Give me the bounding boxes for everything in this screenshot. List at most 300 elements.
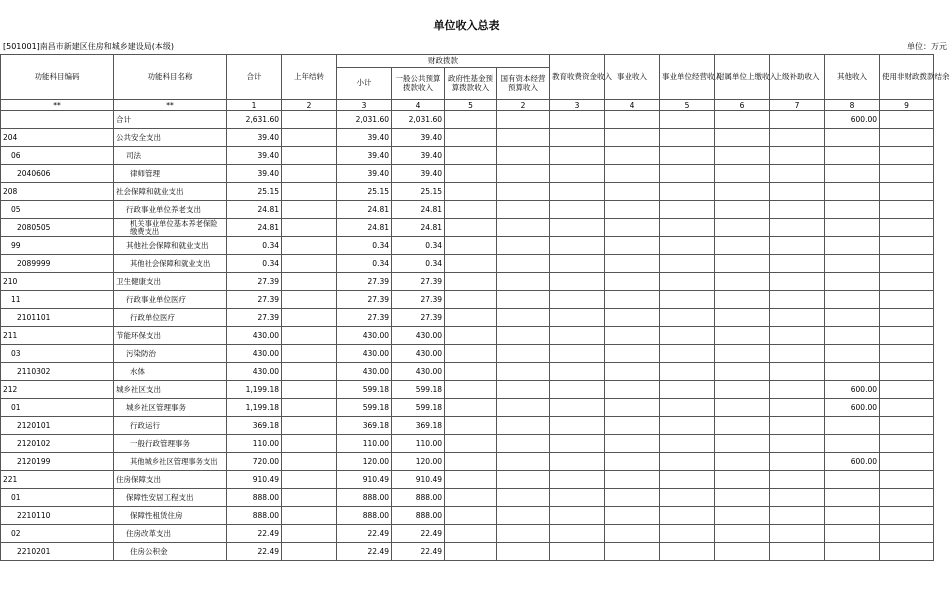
table-row xyxy=(1,435,934,453)
value-cell xyxy=(715,219,770,237)
value-cell xyxy=(770,273,825,291)
index-cell: 3 xyxy=(337,100,392,111)
name-cell: 行政事业单位养老支出 xyxy=(114,201,227,219)
name-cell: 保障性安居工程支出 xyxy=(114,489,227,507)
value-cell xyxy=(282,219,337,237)
value-cell xyxy=(282,309,337,327)
value-cell xyxy=(605,237,660,255)
value-cell xyxy=(550,327,605,345)
value-cell: 720.00 xyxy=(227,453,282,471)
value-cell xyxy=(605,183,660,201)
value-cell xyxy=(770,381,825,399)
table-row xyxy=(1,399,934,417)
value-cell: 888.00 xyxy=(337,489,392,507)
table-row xyxy=(1,129,934,147)
value-cell xyxy=(282,291,337,309)
value-cell xyxy=(660,417,715,435)
name-cell: 一般行政管理事务 xyxy=(114,435,227,453)
name-cell: 其他社会保障和就业支出 xyxy=(114,255,227,273)
value-cell: 39.40 xyxy=(227,165,282,183)
table-row xyxy=(1,453,934,471)
value-cell: 27.39 xyxy=(337,291,392,309)
value-cell xyxy=(715,237,770,255)
value-cell xyxy=(605,453,660,471)
value-cell xyxy=(605,399,660,417)
name-cell: 社会保障和就业支出 xyxy=(114,183,227,201)
value-cell xyxy=(282,471,337,489)
income-summary-table xyxy=(0,54,950,561)
index-cell: 4 xyxy=(392,100,445,111)
value-cell xyxy=(880,417,934,435)
value-cell xyxy=(825,543,880,561)
header-subtotal: 小计 xyxy=(337,68,392,100)
value-cell: 27.39 xyxy=(392,273,445,291)
value-cell: 0.34 xyxy=(227,255,282,273)
value-cell xyxy=(660,453,715,471)
value-cell xyxy=(445,183,497,201)
value-cell xyxy=(770,363,825,381)
value-cell xyxy=(605,219,660,237)
value-cell xyxy=(282,165,337,183)
value-cell xyxy=(660,525,715,543)
value-cell: 39.40 xyxy=(392,129,445,147)
value-cell: 120.00 xyxy=(337,453,392,471)
value-cell: 0.34 xyxy=(227,237,282,255)
value-cell: 27.39 xyxy=(227,309,282,327)
value-cell xyxy=(550,471,605,489)
value-cell xyxy=(825,471,880,489)
value-cell xyxy=(770,129,825,147)
table-row xyxy=(1,381,934,399)
value-cell xyxy=(770,201,825,219)
index-cell: 5 xyxy=(660,100,715,111)
value-cell xyxy=(825,435,880,453)
name-cell: 其他城乡社区管理事务支出 xyxy=(114,453,227,471)
value-cell xyxy=(605,417,660,435)
value-cell xyxy=(825,201,880,219)
value-cell xyxy=(605,507,660,525)
value-cell xyxy=(660,399,715,417)
value-cell: 600.00 xyxy=(825,381,880,399)
value-cell xyxy=(770,471,825,489)
value-cell xyxy=(880,327,934,345)
value-cell xyxy=(660,183,715,201)
value-cell xyxy=(715,201,770,219)
table-row xyxy=(1,201,934,219)
index-cell: 9 xyxy=(880,100,934,111)
value-cell xyxy=(715,525,770,543)
header-edu-fee: 教育收费资金收入 xyxy=(550,55,605,100)
value-cell xyxy=(825,309,880,327)
value-cell xyxy=(445,453,497,471)
value-cell xyxy=(605,381,660,399)
value-cell xyxy=(770,399,825,417)
value-cell xyxy=(605,435,660,453)
value-cell xyxy=(770,453,825,471)
value-cell xyxy=(880,471,934,489)
value-cell xyxy=(605,255,660,273)
value-cell xyxy=(715,453,770,471)
table-row xyxy=(1,165,934,183)
header-career: 事业收入 xyxy=(605,55,660,100)
value-cell xyxy=(605,111,660,129)
value-cell xyxy=(550,399,605,417)
value-cell xyxy=(715,363,770,381)
value-cell xyxy=(497,471,550,489)
value-cell xyxy=(715,309,770,327)
value-cell xyxy=(445,201,497,219)
name-cell: 水体 xyxy=(114,363,227,381)
table-row xyxy=(1,183,934,201)
value-cell xyxy=(550,165,605,183)
value-cell xyxy=(770,309,825,327)
value-cell xyxy=(550,201,605,219)
value-cell xyxy=(605,345,660,363)
value-cell: 910.49 xyxy=(227,471,282,489)
name-cell: 城乡社区支出 xyxy=(114,381,227,399)
value-cell: 888.00 xyxy=(227,507,282,525)
value-cell xyxy=(605,489,660,507)
code-cell: 211 xyxy=(1,327,114,345)
value-cell xyxy=(715,183,770,201)
table-row xyxy=(1,111,934,129)
name-cell: 律师管理 xyxy=(114,165,227,183)
value-cell xyxy=(282,255,337,273)
value-cell xyxy=(880,525,934,543)
code-cell: 11 xyxy=(1,291,114,309)
value-cell xyxy=(497,237,550,255)
index-cell: 1 xyxy=(227,100,282,111)
value-cell xyxy=(880,147,934,165)
header-total: 合计 xyxy=(227,55,282,100)
value-cell xyxy=(880,165,934,183)
value-cell: 430.00 xyxy=(392,363,445,381)
code-cell: 2110302 xyxy=(1,363,114,381)
value-cell: 22.49 xyxy=(392,525,445,543)
header-code: 功能科目编码 xyxy=(1,55,114,100)
name-cell: 住房公积金 xyxy=(114,543,227,561)
header-gov-fund: 政府性基金预算拨款收入 xyxy=(445,68,497,100)
value-cell xyxy=(445,399,497,417)
table-row xyxy=(1,363,934,381)
value-cell: 39.40 xyxy=(227,147,282,165)
value-cell xyxy=(605,129,660,147)
value-cell xyxy=(445,165,497,183)
table-row xyxy=(1,417,934,435)
value-cell xyxy=(770,237,825,255)
name-cell: 公共安全支出 xyxy=(114,129,227,147)
table-row xyxy=(1,309,934,327)
value-cell xyxy=(660,129,715,147)
value-cell: 430.00 xyxy=(227,345,282,363)
value-cell xyxy=(880,453,934,471)
value-cell xyxy=(550,543,605,561)
code-cell: 2210110 xyxy=(1,507,114,525)
code-cell: 02 xyxy=(1,525,114,543)
value-cell xyxy=(770,291,825,309)
value-cell xyxy=(825,507,880,525)
value-cell xyxy=(880,291,934,309)
value-cell xyxy=(550,219,605,237)
code-cell: 2080505 xyxy=(1,219,114,237)
index-cell: 7 xyxy=(770,100,825,111)
value-cell: 24.81 xyxy=(337,201,392,219)
table-row xyxy=(1,525,934,543)
value-cell xyxy=(880,489,934,507)
value-cell xyxy=(880,255,934,273)
value-cell xyxy=(445,291,497,309)
value-cell xyxy=(497,309,550,327)
header-general-budget: 一般公共预算拨款收入 xyxy=(392,68,445,100)
value-cell xyxy=(550,183,605,201)
value-cell xyxy=(445,507,497,525)
code-cell: 210 xyxy=(1,273,114,291)
value-cell xyxy=(550,237,605,255)
value-cell xyxy=(660,291,715,309)
value-cell: 27.39 xyxy=(337,273,392,291)
value-cell xyxy=(550,363,605,381)
value-cell xyxy=(550,291,605,309)
value-cell: 1,199.18 xyxy=(227,399,282,417)
code-cell: 221 xyxy=(1,471,114,489)
value-cell xyxy=(550,345,605,363)
value-cell xyxy=(880,201,934,219)
value-cell xyxy=(550,147,605,165)
value-cell xyxy=(282,147,337,165)
value-cell xyxy=(880,435,934,453)
value-cell xyxy=(605,543,660,561)
value-cell: 599.18 xyxy=(392,399,445,417)
value-cell xyxy=(282,345,337,363)
value-cell xyxy=(497,255,550,273)
value-cell: 1,199.18 xyxy=(227,381,282,399)
index-cell: 3 xyxy=(550,100,605,111)
table-row xyxy=(1,507,934,525)
value-cell xyxy=(825,489,880,507)
value-cell xyxy=(497,381,550,399)
table-header xyxy=(1,55,950,100)
header-state-capital: 国有资本经营预算收入 xyxy=(497,68,550,100)
value-cell xyxy=(550,309,605,327)
value-cell: 910.49 xyxy=(392,471,445,489)
value-cell xyxy=(282,237,337,255)
value-cell xyxy=(715,471,770,489)
name-cell: 行政事业单位医疗 xyxy=(114,291,227,309)
value-cell xyxy=(282,363,337,381)
value-cell: 27.39 xyxy=(227,291,282,309)
value-cell xyxy=(660,237,715,255)
value-cell xyxy=(825,255,880,273)
value-cell xyxy=(445,525,497,543)
value-cell: 600.00 xyxy=(825,453,880,471)
value-cell xyxy=(497,363,550,381)
index-row xyxy=(1,100,934,111)
header-non-fiscal: 使用非财政拨款结余 xyxy=(880,55,934,100)
value-cell xyxy=(497,345,550,363)
value-cell xyxy=(715,543,770,561)
value-cell xyxy=(282,453,337,471)
value-cell: 24.81 xyxy=(392,201,445,219)
name-cell: 合计 xyxy=(114,111,227,129)
value-cell xyxy=(770,327,825,345)
index-cell: 5 xyxy=(445,100,497,111)
index-cell: 6 xyxy=(715,100,770,111)
value-cell xyxy=(825,219,880,237)
value-cell xyxy=(282,435,337,453)
value-cell: 369.18 xyxy=(227,417,282,435)
value-cell: 22.49 xyxy=(337,525,392,543)
value-cell xyxy=(497,147,550,165)
value-cell xyxy=(605,363,660,381)
header-fiscal-group: 财政拨款 xyxy=(337,55,550,68)
value-cell xyxy=(497,129,550,147)
code-cell: 2101101 xyxy=(1,309,114,327)
value-cell: 110.00 xyxy=(392,435,445,453)
name-cell: 卫生健康支出 xyxy=(114,273,227,291)
name-cell: 司法 xyxy=(114,147,227,165)
name-cell: 住房保障支出 xyxy=(114,471,227,489)
value-cell xyxy=(282,417,337,435)
name-cell: 行政单位医疗 xyxy=(114,309,227,327)
value-cell: 2,031.60 xyxy=(337,111,392,129)
name-cell: 行政运行 xyxy=(114,417,227,435)
value-cell: 888.00 xyxy=(392,507,445,525)
value-cell xyxy=(880,219,934,237)
value-cell xyxy=(605,309,660,327)
value-cell xyxy=(660,471,715,489)
value-cell xyxy=(445,255,497,273)
value-cell xyxy=(282,525,337,543)
value-cell: 599.18 xyxy=(392,381,445,399)
value-cell xyxy=(282,201,337,219)
value-cell xyxy=(770,219,825,237)
value-cell xyxy=(715,147,770,165)
value-cell xyxy=(825,363,880,381)
value-cell: 25.15 xyxy=(337,183,392,201)
value-cell: 27.39 xyxy=(392,309,445,327)
code-cell: 2120199 xyxy=(1,453,114,471)
value-cell xyxy=(770,255,825,273)
index-cell: 2 xyxy=(282,100,337,111)
code-cell: 06 xyxy=(1,147,114,165)
value-cell xyxy=(715,327,770,345)
value-cell xyxy=(282,111,337,129)
code-cell: 204 xyxy=(1,129,114,147)
code-cell: 99 xyxy=(1,237,114,255)
value-cell xyxy=(497,543,550,561)
header-other: 其他收入 xyxy=(825,55,880,100)
value-cell: 110.00 xyxy=(227,435,282,453)
value-cell xyxy=(282,327,337,345)
value-cell xyxy=(282,507,337,525)
value-cell xyxy=(880,111,934,129)
value-cell xyxy=(715,291,770,309)
value-cell: 600.00 xyxy=(825,399,880,417)
value-cell xyxy=(445,345,497,363)
value-cell: 110.00 xyxy=(337,435,392,453)
value-cell xyxy=(770,165,825,183)
name-cell: 住房改革支出 xyxy=(114,525,227,543)
value-cell xyxy=(715,273,770,291)
code-cell: 03 xyxy=(1,345,114,363)
code-cell: 208 xyxy=(1,183,114,201)
table-row xyxy=(1,147,934,165)
value-cell: 120.00 xyxy=(392,453,445,471)
value-cell xyxy=(445,237,497,255)
value-cell xyxy=(825,327,880,345)
value-cell xyxy=(660,255,715,273)
table-row xyxy=(1,219,934,237)
table-row xyxy=(1,345,934,363)
code-cell xyxy=(1,111,114,129)
value-cell xyxy=(825,345,880,363)
value-cell xyxy=(825,417,880,435)
value-cell xyxy=(880,237,934,255)
value-cell: 430.00 xyxy=(337,345,392,363)
index-cell: 4 xyxy=(605,100,660,111)
value-cell: 25.15 xyxy=(227,183,282,201)
value-cell xyxy=(660,363,715,381)
value-cell xyxy=(550,381,605,399)
value-cell xyxy=(660,381,715,399)
code-cell: 2089999 xyxy=(1,255,114,273)
value-cell xyxy=(550,129,605,147)
value-cell xyxy=(497,327,550,345)
value-cell xyxy=(605,525,660,543)
value-cell xyxy=(605,471,660,489)
value-cell xyxy=(550,489,605,507)
value-cell xyxy=(660,543,715,561)
value-cell xyxy=(605,327,660,345)
value-cell xyxy=(445,309,497,327)
value-cell xyxy=(715,435,770,453)
value-cell xyxy=(880,345,934,363)
table-row xyxy=(1,291,934,309)
table-row xyxy=(1,471,934,489)
index-cell: ** xyxy=(114,100,227,111)
value-cell xyxy=(445,543,497,561)
code-cell: 05 xyxy=(1,201,114,219)
value-cell: 430.00 xyxy=(392,345,445,363)
value-cell xyxy=(715,399,770,417)
value-cell xyxy=(715,111,770,129)
value-cell xyxy=(770,435,825,453)
value-cell xyxy=(825,129,880,147)
value-cell: 22.49 xyxy=(337,543,392,561)
value-cell: 0.34 xyxy=(337,255,392,273)
value-cell xyxy=(605,201,660,219)
value-cell xyxy=(825,237,880,255)
value-cell xyxy=(605,273,660,291)
value-cell xyxy=(660,219,715,237)
value-cell xyxy=(445,363,497,381)
name-cell: 节能环保支出 xyxy=(114,327,227,345)
name-cell: 污染防治 xyxy=(114,345,227,363)
value-cell xyxy=(880,309,934,327)
value-cell xyxy=(825,183,880,201)
value-cell xyxy=(715,489,770,507)
value-cell xyxy=(282,129,337,147)
code-cell: 2120101 xyxy=(1,417,114,435)
value-cell xyxy=(445,489,497,507)
value-cell xyxy=(445,471,497,489)
header-carryover: 上年结转 xyxy=(282,55,337,100)
value-cell xyxy=(550,111,605,129)
value-cell xyxy=(660,309,715,327)
value-cell xyxy=(880,543,934,561)
value-cell: 39.40 xyxy=(392,147,445,165)
value-cell xyxy=(825,525,880,543)
